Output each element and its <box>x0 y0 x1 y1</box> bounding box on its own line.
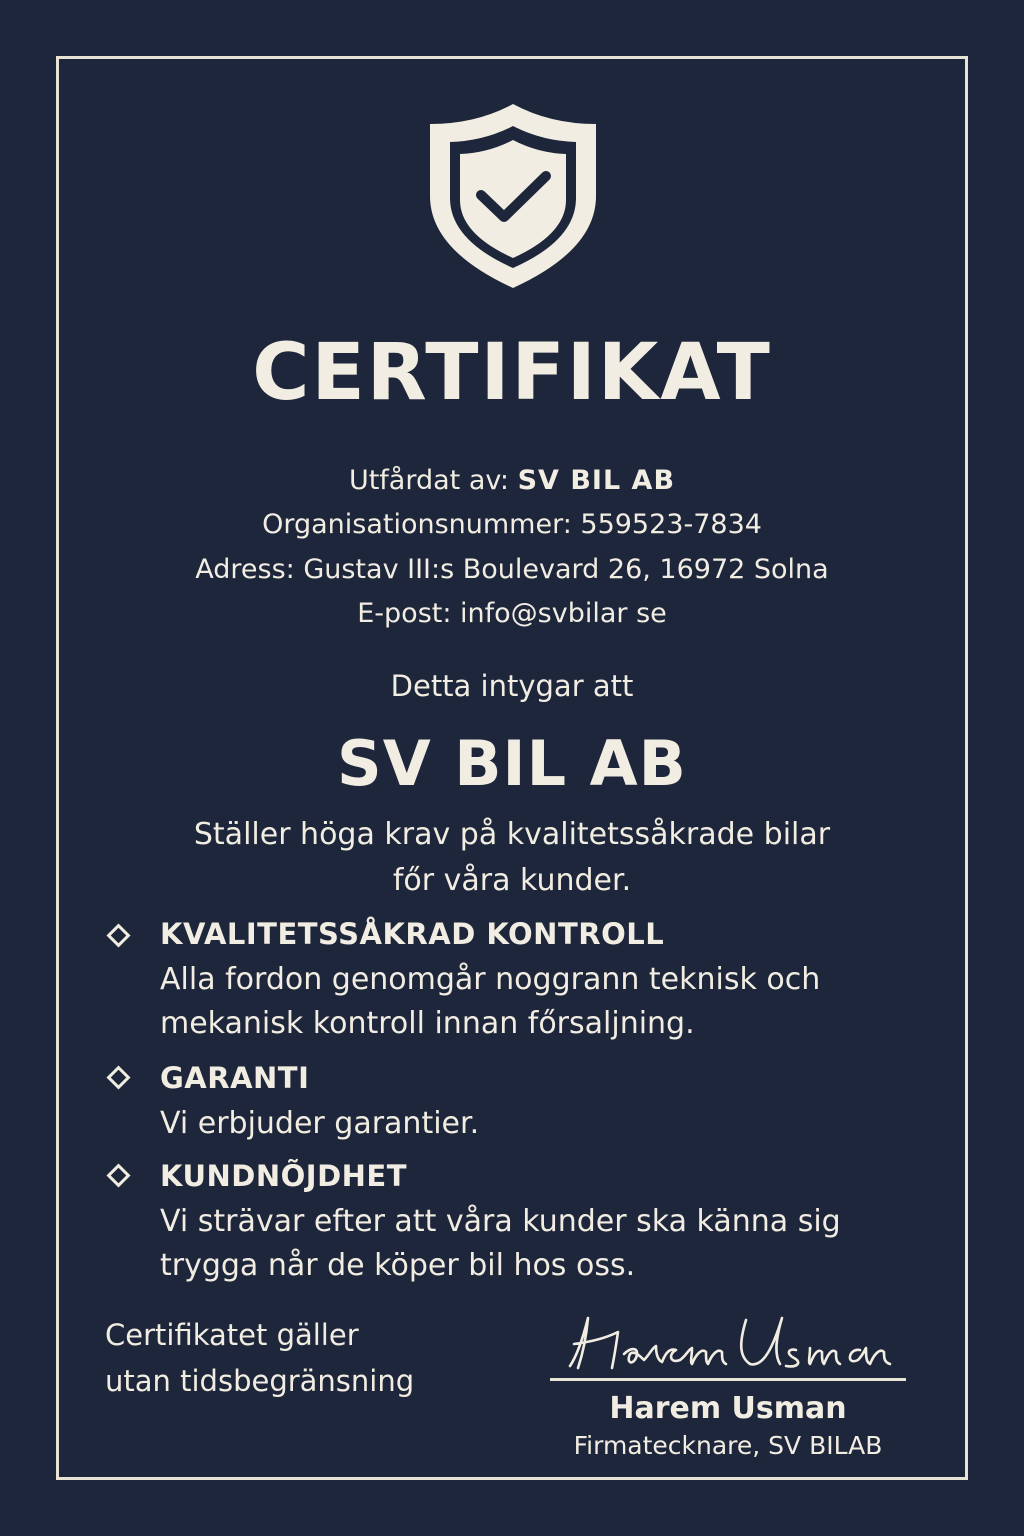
feature-heading: KUNDNÕJDHET <box>160 1159 408 1193</box>
shield-check-icon <box>426 100 600 292</box>
issued-by-line <box>0 464 1024 498</box>
feature-heading: KVALITETSSÅKRAD KONTROLL <box>160 917 665 951</box>
certificate-title: CERTIFIKAT <box>252 328 772 418</box>
feature-text: Vi strävar efter att våra kunder ska känna sig <box>160 1204 841 1239</box>
feature-text: trygga når de köper bil hos oss. <box>160 1248 636 1283</box>
signatory-name: Harem Usman <box>609 1391 847 1426</box>
feature-text: Alla fordon genomgår noggrann teknisk och <box>160 962 821 997</box>
tagline <box>0 812 1024 904</box>
intro-text: Detta intygar att <box>390 669 634 703</box>
validity-line: utan tidsbegränsning <box>105 1364 415 1398</box>
validity-line: Certifikatet gäller <box>105 1318 359 1352</box>
signature-line <box>550 1378 906 1381</box>
feature-heading: GARANTI <box>160 1061 310 1095</box>
org-number: Organisationsnummer: 559523-7834 <box>262 509 762 540</box>
handwritten-signature <box>560 1304 900 1384</box>
issued-by-label: Utfårdat av: <box>348 465 509 496</box>
feature-text: mekanisk kontroll innan főrsaljning. <box>160 1006 695 1041</box>
tagline-line: Ställer höga krav på kvalitetssåkrade bilar <box>193 817 831 852</box>
address: Adress: Gustav III:s Boulevard 26, 16972 Solna <box>195 554 829 585</box>
issued-by-value: SV BIL AB <box>517 465 676 496</box>
email: E-post: info@svbilar se <box>357 598 667 629</box>
signatory-role: Firmatecknare, SV BILAB <box>573 1431 883 1460</box>
validity-note <box>105 1312 414 1404</box>
tagline-line: főr våra kunder. <box>392 863 632 898</box>
company-name: SV BIL AB <box>337 727 687 800</box>
feature-text: Vi erbjuder garantier. <box>160 1106 480 1141</box>
